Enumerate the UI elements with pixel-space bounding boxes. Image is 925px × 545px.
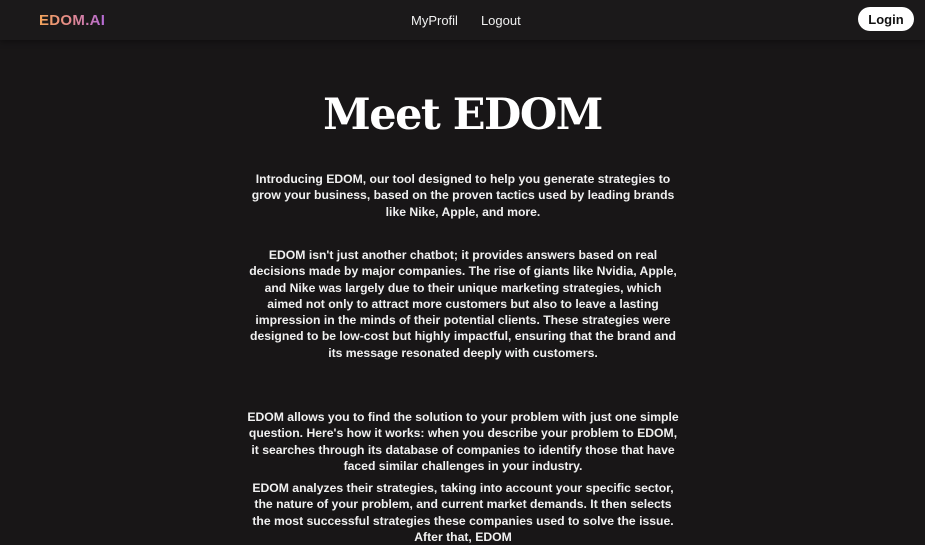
how-it-works-paragraph: EDOM allows you to find the solution to your problem with just one simple question. Here's how it works: when you describe your problem to EDOM, it searches through its database of companies to identify those that have faced similar challenges in your industry. [247, 410, 679, 473]
analysis-paragraph: EDOM analyzes their strategies, taking into account your specific sector, the nature of your problem, and current market demands. It then selects the most successful strategies these companies used to solve the issue. After that, EDOM [252, 481, 674, 544]
nav-link-logout[interactable]: Logout [480, 13, 521, 28]
page-title: Meet EDOM [323, 90, 602, 140]
edom-logo[interactable]: EDOM.AI [39, 12, 106, 29]
login-button[interactable]: Login [858, 7, 914, 31]
nav-link-myprofil[interactable]: MyProfil [411, 13, 458, 28]
top-navbar [0, 0, 925, 40]
about-paragraph: EDOM isn't just another chatbot; it provides answers based on real decisions made by major companies. The rise of giants like Nvidia, Apple, and Nike was largely due to their unique marketing strategies, which aimed not only to attract more customers but also to leave a lasting impression in the minds of their potential clients. These strategies were designed to be low-cost but highly impactful, ensuring that the brand and its message resonated deeply with customers. [249, 248, 677, 360]
nav-links [411, 13, 521, 28]
intro-paragraph: Introducing EDOM, our tool designed to help you generate strategies to grow your business, based on the proven tactics used by leading brands like Nike, Apple, and more. [251, 172, 675, 219]
main-content [0, 40, 925, 544]
